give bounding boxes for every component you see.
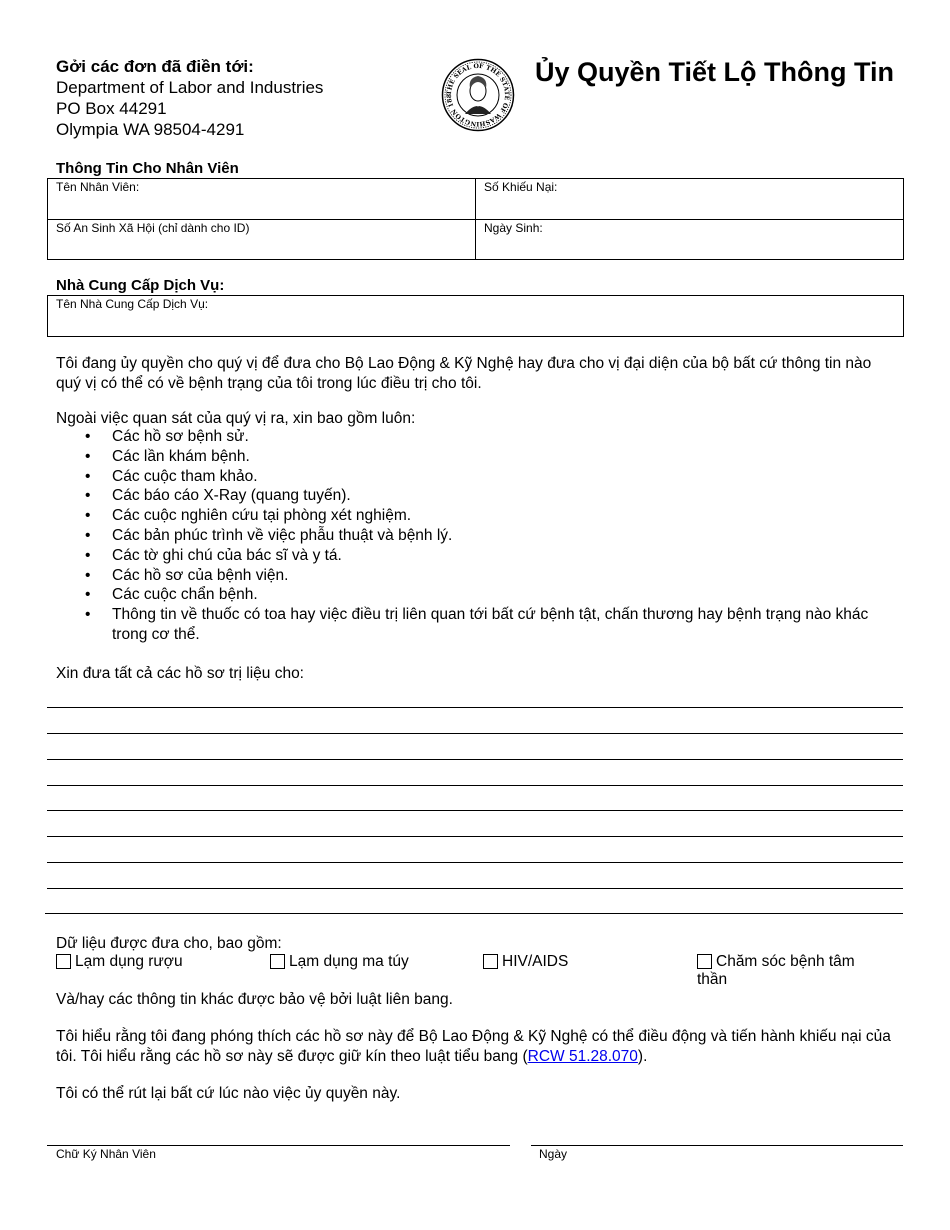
other-protected-info: Và/hay các thông tin khác được bảo vệ bởi luật liên bang. — [56, 991, 453, 1008]
mental-health-checkbox[interactable] — [697, 954, 712, 969]
data-released-label: Dữ liệu được đưa cho, bao gồm: — [56, 935, 282, 952]
send-records-label: Xin đưa tất cả các hồ sơ trị liệu cho: — [56, 665, 304, 682]
alcohol-abuse-label: Lạm dụng rượu — [75, 953, 183, 970]
revoke-statement: Tôi có thể rút lại bất cứ lúc nào việc ủy quyền này. — [56, 1085, 401, 1102]
recipient-line[interactable] — [47, 862, 903, 863]
address-line-city: Olympia WA 98504-4291 — [56, 120, 245, 139]
recipient-line[interactable] — [47, 836, 903, 837]
drug-abuse-checkbox[interactable] — [270, 954, 285, 969]
list-item: • Các cuộc nghiên cứu tại phòng xét nghiệm. — [56, 506, 886, 526]
ssn-field[interactable] — [48, 220, 475, 259]
option-hiv-aids[interactable] — [483, 953, 683, 971]
washington-state-seal — [441, 58, 515, 132]
provider-section-heading: Nhà Cung Cấp Dịch Vụ: — [56, 277, 225, 294]
drug-abuse-label: Lạm dụng ma túy — [289, 953, 409, 970]
form-title: Ủy Quyền Tiết Lộ Thông Tin — [534, 57, 894, 87]
date-signature-label: Ngày — [539, 1147, 568, 1161]
address-line-po-box: PO Box 44291 — [56, 99, 167, 118]
date-of-birth-label: Ngày Sinh: — [484, 221, 543, 235]
hiv-aids-checkbox[interactable] — [483, 954, 498, 969]
include-intro: Ngoài việc quan sát của quý vị ra, xin bao gồm luôn: — [56, 410, 416, 427]
list-item: • Các tờ ghi chú của bác sĩ và y tá. — [56, 546, 886, 566]
claim-number-field[interactable] — [476, 179, 903, 219]
address-line-department: Department of Labor and Industries — [56, 78, 324, 97]
option-mental-health[interactable] — [697, 953, 887, 989]
option-drug-abuse[interactable] — [270, 953, 470, 971]
include-list — [56, 427, 886, 645]
ssn-label: Số An Sinh Xã Hội (chỉ dành cho ID) — [56, 221, 250, 235]
employee-name-field[interactable] — [48, 179, 475, 219]
hiv-aids-label: HIV/AIDS — [502, 953, 569, 970]
date-signature-line[interactable] — [531, 1145, 903, 1146]
date-of-birth-field[interactable] — [476, 220, 903, 259]
employee-name-label: Tên Nhân Viên: — [56, 180, 140, 194]
list-item: • Các cuộc tham khảo. — [56, 467, 886, 487]
understanding-text-end: ). — [637, 1048, 648, 1065]
provider-name-label: Tên Nhà Cung Cấp Dịch Vụ: — [56, 297, 209, 311]
seal-text: THE SEAL OF THE STATE OF WASHINGTON 188 — [445, 62, 511, 128]
recipient-line[interactable] — [47, 810, 903, 811]
alcohol-abuse-checkbox[interactable] — [56, 954, 71, 969]
recipient-line[interactable] — [47, 733, 903, 734]
list-item: • Các lần khám bệnh. — [56, 447, 886, 467]
provider-name-field[interactable] — [47, 295, 904, 337]
list-item: • Các bản phúc trình về việc phẫu thuật và bệnh lý. — [56, 526, 886, 546]
employee-info-table — [47, 178, 904, 260]
mental-health-label: Chăm sóc bệnh tâm thần — [697, 953, 855, 988]
recipient-line[interactable] — [47, 759, 903, 760]
list-item: • Các hồ sơ của bệnh viện. — [56, 566, 886, 586]
send-to-label: Gởi các đơn đã điền tới: — [56, 57, 254, 76]
employee-signature-label: Chữ Ký Nhân Viên — [56, 1147, 156, 1161]
option-alcohol-abuse[interactable] — [56, 953, 256, 971]
employee-section-heading: Thông Tin Cho Nhân Viên — [56, 160, 239, 177]
recipient-line[interactable] — [45, 913, 903, 914]
employee-signature-line[interactable] — [47, 1145, 510, 1146]
list-item: • Các cuộc chẩn bệnh. — [56, 585, 886, 605]
understanding-paragraph — [56, 1027, 896, 1067]
understanding-text: Tôi hiểu rằng tôi đang phóng thích các hồ sơ này để Bộ Lao Động & Kỹ Nghệ có thể điều động và tiến hành khiếu nại của tôi. Tôi hiểu rằng các hồ sơ này sẽ được giữ kín theo luật tiểu bang ( — [56, 1028, 891, 1065]
list-item: • Các báo cáo X-Ray (quang tuyến). — [56, 486, 886, 506]
recipient-line[interactable] — [47, 888, 903, 889]
claim-number-label: Số Khiếu Nại: — [484, 180, 558, 194]
authorization-paragraph: Tôi đang ủy quyền cho quý vị để đưa cho Bộ Lao Động & Kỹ Nghệ hay đưa cho vị đại diện của bộ bất cứ thông tin nào quý vị có thể có về bệnh trạng của tôi trong lúc điều trị cho tôi. — [56, 355, 872, 392]
rcw-link[interactable]: RCW 51.28.070 — [527, 1048, 638, 1065]
list-item: • Thông tin về thuốc có toa hay việc điều trị liên quan tới bất cứ bệnh tật, chấn thương hay bệnh trạng nào khác trong cơ thể. — [56, 605, 886, 645]
recipient-line[interactable] — [47, 785, 903, 786]
recipient-line[interactable] — [47, 707, 903, 708]
list-item: • Các hồ sơ bệnh sử. — [56, 427, 886, 447]
